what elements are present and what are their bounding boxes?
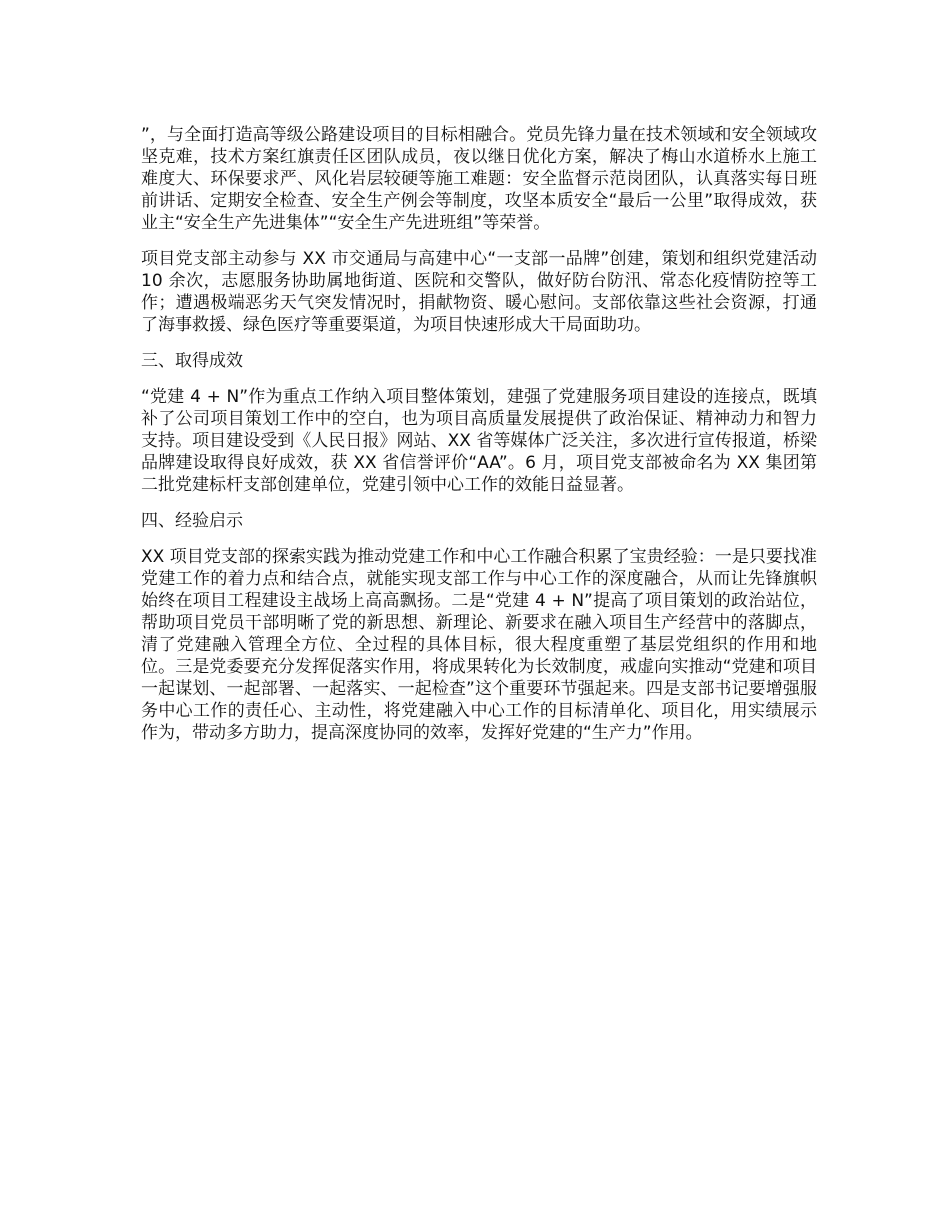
document-body [141,124,817,758]
paragraph-party-pioneer: ”，与全面打造高等级公路建设项目的目标相融合。党员先锋力量在技术领域和安全领域攻坚克难，技术方案红旗责任区团队成员，夜以继日优化方案，解决了梅山水道桥水上施工难度大、环保要求严、风化岩层较硬等施工难题：安全监督示范岗团队，认真落实每日班前讲话、定期安全检查、安全生产例会等制度，攻坚本质安全“最后一公里”取得成效，获业主“安全生产先进集体”“安全生产先进班组”等荣誉。 [141,125,817,233]
paragraph-achievements: “党建 4 + N”作为重点工作纳入项目整体策划，建强了党建服务项目建设的连接点，既填补了公司项目策划工作中的空白，也为项目高质量发展提供了政治保证、精神动力和智力支持。项目建设受到《人民日报》网站、XX 省等媒体广泛关注，多次进行宣传报道，桥梁品牌建设取得良好成效，获 XX 省信誉评价“AA”。6 月，项目党支部被命名为 XX 集团第二批党建标杆支部创建单位，党建引领中心工作的效能日益显著。 [141,387,817,495]
section-heading-achievements: 三、取得成效 [141,351,243,371]
paragraph-brand-building: 项目党支部主动参与 XX 市交通局与高建中心“一支部一品牌”创建，策划和组织党建活动 10 余次，志愿服务协助属地街道、医院和交警队，做好防台防汛、常态化疫情防控等工作；遭遇极端恶劣天气突发情况时，捐献物资、暖心慰问。支部依靠这些社会资源，打通了海事救援、绿色医疗等重要渠道，为项目快速形成大干局面助功。 [141,249,817,335]
section-heading-lessons: 四、经验启示 [141,511,243,531]
paragraph-lessons: XX 项目党支部的探索实践为推动党建工作和中心工作融合积累了宝贵经验：一是只要找准党建工作的着力点和结合点，就能实现支部工作与中心工作的深度融合，从而让先锋旗帜始终在项目工程建设主战场上高高飘扬。二是“党建 4 + N”提高了项目策划的政治站位，帮助项目党员干部明晰了党的新思想、新理论、新要求在融入项目生产经营中的落脚点，清了党建融入管理全方位、全过程的具体目标，很大程度重塑了基层党组织的作用和地位。三是党委要充分发挥促落实作用，将成果转化为长效制度，戒虚向实推动“党建和项目一起谋划、一起部署、一起落实、一起检查”这个重要环节强起来。四是支部书记要增强服务中心工作的责任心、主动性，将党建融入中心工作的目标清单化、项目化，用实绩展示作为，带动多方助力，提高深度协同的效率，发挥好党建的“生产力”作用。 [141,547,817,743]
